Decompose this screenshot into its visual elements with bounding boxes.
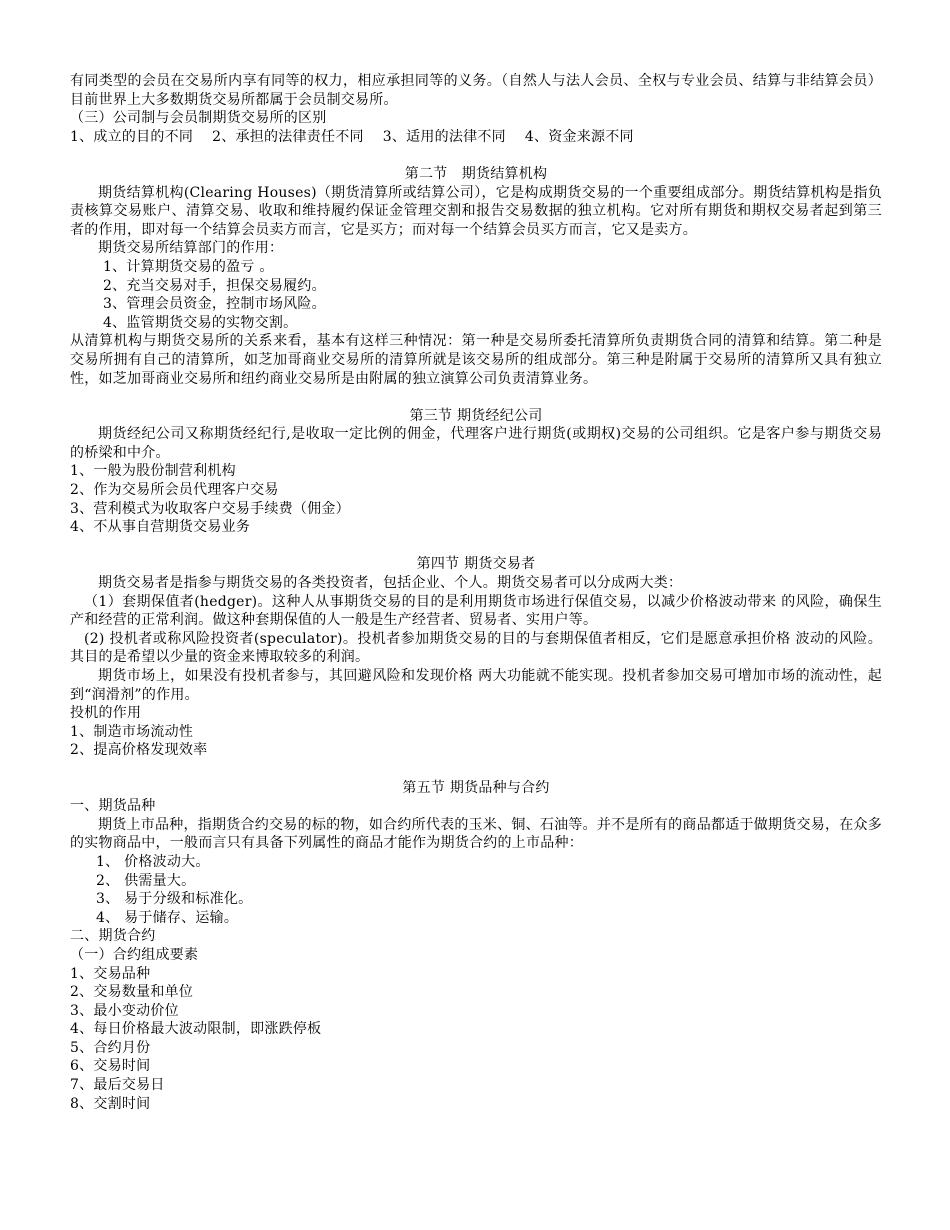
list-item: 5、合约月份	[70, 1039, 151, 1056]
list-item: 2、充当交易对手，担保交易履约。	[103, 277, 326, 294]
list-item: 4、监管期货交易的实物交割。	[103, 314, 298, 331]
difference-list: 1、成立的目的不同 2、承担的法律责任不同 3、适用的法律不同 4、资金来源不同	[70, 128, 634, 145]
spacer	[70, 537, 882, 556]
paragraph-speculation-role: 期货市场上，如果没有投机者参与，其回避风险和发现价格 两大功能就不能实现。投机者参加交易可增加市场的流动性，起到“润滑剂”的作用。	[70, 668, 882, 703]
list-item: 4、不从事自营期货交易业务	[70, 519, 251, 536]
list-item: 3、 易于分级和标准化。	[96, 891, 253, 908]
paragraph-clearing-dept: 期货交易所结算部门的作用：	[98, 240, 284, 257]
heading-speculation-effect: 投机的作用	[70, 705, 142, 722]
heading-futures-varieties: 一、期货品种	[70, 798, 156, 815]
paragraph-traders: 期货交易者是指参与期货交易的各类投资者，包括企业、个人。期货交易者可以分成两大类：	[98, 575, 683, 592]
list-item: 2、交易数量和单位	[70, 984, 194, 1001]
list-item: 3、管理会员资金，控制市场风险。	[103, 296, 326, 313]
paragraph-brokerage: 期货经纪公司又称期货经纪行,是收取一定比例的佣金，代理客户进行期货(或期权)交易的公司组织。它是客户参与期货交易的桥梁和中介。	[70, 426, 882, 461]
list-item: 6、交易时间	[70, 1058, 151, 1075]
heading-futures-contract: 二、期货合约	[70, 928, 156, 945]
section-title-2: 第二节 期货结算机构	[404, 165, 548, 182]
paragraph-hedger: （1）套期保值者(hedger)。这种人从事期货交易的目的是利用期货市场进行保值交易，以减少价格波动带来 的风险，确保生产和经营的正常利润。做这种套期保值的人一般是生产经营者、贸易者、实用户等。	[70, 593, 882, 629]
paragraph-speculator: (2) 投机者或称风险投资者(speculator)。投机者参加期货交易的目的与套期保值者相反，它们是愿意承担价格 波动的风险。其目的是希望以少量的资金来博取较多的利润。	[70, 630, 882, 666]
list-item: 4、每日价格最大波动限制，即涨跌停板	[70, 1021, 322, 1038]
paragraph-clearing-houses: 期货结算机构(Clearing Houses)（期货清算所或结算公司），它是构成期货交易的一个重要组成部分。期货结算机构是指负责核算交易账户、清算交易、收取和维持履约保证金管理交割和报告交易数据的独立机构。它对所有期货和期权交易者起到第三者的作用，即对每一个结算会员卖方而言，它是买方；而对每一个结算会员买方而言，它又是卖方。	[70, 184, 882, 238]
list-item: 3、营利模式为收取客户交易手续费（佣金）	[70, 500, 350, 517]
section-title-5: 第五节 期货品种与合约	[402, 779, 550, 796]
list-item: 1、交易品种	[70, 965, 151, 982]
spacer	[70, 388, 882, 407]
list-item: 2、作为交易所会员代理客户交易	[70, 482, 279, 499]
list-item: 4、 易于储存、运输。	[96, 909, 239, 926]
section-title-4: 第四节 期货交易者	[416, 556, 536, 573]
list-item: 7、最后交易日	[70, 1077, 165, 1094]
paragraph-member-rights: 有同类型的会员在交易所内享有同等的权力，相应承担同等的义务。（自然人与法人会员、全权与专业会员、结算与非结算会员）目前世界上大多数期货交易所都属于会员制交易所。	[70, 73, 882, 108]
section-title-3: 第三节 期货经纪公司	[409, 407, 543, 424]
list-item: 3、最小变动价位	[70, 1002, 179, 1019]
paragraph-varieties: 期货上市品种，指期货合约交易的标的物，如合约所代表的玉米、铜、石油等。并不是所有的商品都适于做期货交易，在众多的实物商品中，一般而言只有具备下列属性的商品才能作为期货合约的上市品种：	[70, 816, 882, 852]
list-item: 1、 价格波动大。	[96, 853, 210, 870]
list-item: 1、计算期货交易的盈亏 。	[103, 258, 274, 275]
heading-contract-elements: （一）合约组成要素	[70, 946, 199, 963]
heading-difference: （三）公司制与会员制期货交易所的区别	[70, 110, 327, 127]
list-item: 2、提高价格发现效率	[70, 742, 208, 759]
spacer	[70, 146, 882, 165]
list-item: 1、制造市场流动性	[70, 723, 194, 740]
list-item: 8、交割时间	[70, 1095, 151, 1112]
list-item: 1、一般为股份制营利机构	[70, 463, 236, 480]
list-item: 2、 供需量大。	[96, 872, 196, 889]
paragraph-clearing-relation: 从清算机构与期货交易所的关系来看，基本有这样三种情况：第一种是交易所委托清算所负责期货合同的清算和结算。第二种是交易所拥有自己的清算所，如芝加哥商业交易所的清算所就是该交易所的组成部分。第三种是附属于交易所的清算所又具有独立性，如芝加哥商业交易所和纽约商业交易所是由附属的独立演算公司负责清算业务。	[70, 333, 882, 387]
spacer	[70, 760, 882, 779]
